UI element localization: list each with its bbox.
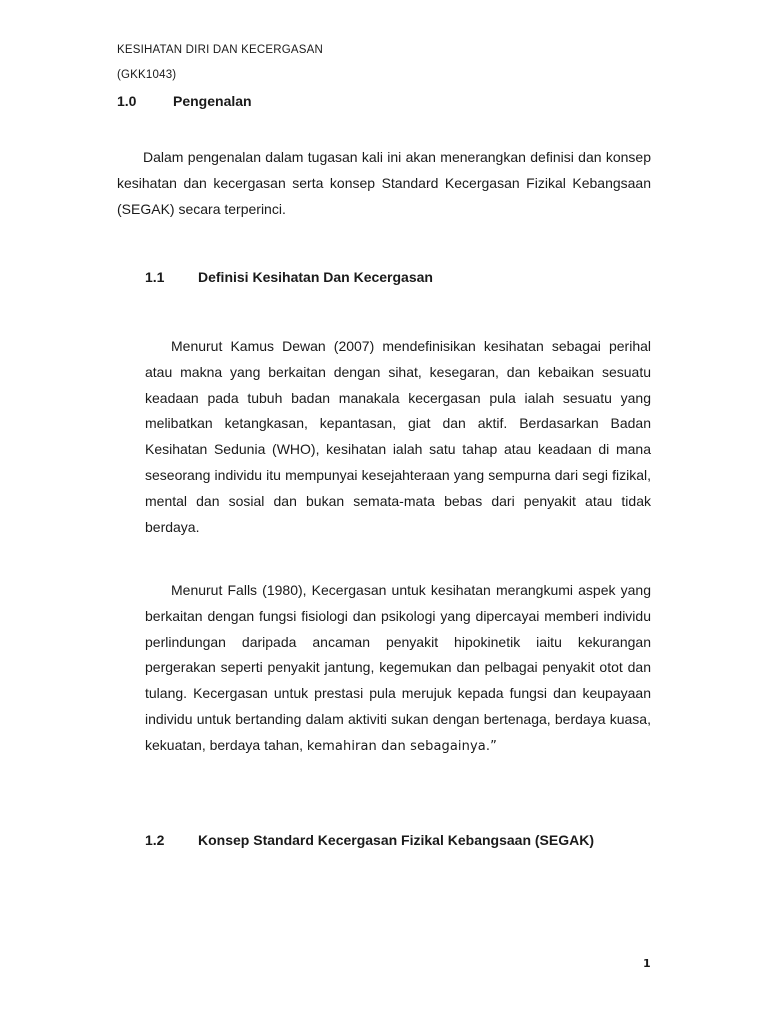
- paragraph-tail: kemahiran dan sebagainya.”: [306, 738, 497, 754]
- section-title: Definisi Kesihatan Dan Kecergasan: [198, 269, 433, 285]
- section-heading-1-2: [145, 832, 594, 848]
- section-heading-1-1: [145, 269, 433, 285]
- section-title: Pengenalan: [173, 93, 252, 109]
- page-number: 1: [643, 957, 651, 970]
- paragraph-body: Menurut Falls (1980), Kecergasan untuk kesihatan merangkumi aspek yang berkaitan dengan fungsi fisiologi dan psikologi yang dipercayai memberi individu perlindungan daripada ancaman penyakit hipokinetik iaitu kekurangan pergerakan seperti penyakit jantung, kegemukan dan pelbagai penyakit otot dan tulang. Kecergasan untuk prestasi pula merujuk kepada fungsi dan keupayaan individu untuk bertanding dalam aktiviti sukan dengan bertenaga, berdaya kuasa, kekuatan, berdaya tahan,: [145, 582, 651, 753]
- course-code: (GKK1043): [117, 69, 177, 81]
- course-title: KESIHATAN DIRI DAN KECERGASAN: [117, 44, 324, 56]
- section-number: 1.1: [145, 269, 165, 285]
- intro-paragraph: Dalam pengenalan dalam tugasan kali ini akan menerangkan definisi dan konsep kesihatan dan kecergasan serta konsep Standard Kecergasan Fizikal Kebangsaan (SEGAK) secara terperinci.: [117, 149, 651, 217]
- section-number: 1.2: [145, 832, 165, 848]
- section-number: 1.0: [117, 93, 137, 109]
- section-heading-1-0: [117, 93, 252, 109]
- definition-paragraph-2: [145, 578, 651, 760]
- definition-paragraph-1: Menurut Kamus Dewan (2007) mendefinisikan kesihatan sebagai perihal atau makna yang berkaitan dengan sihat, kesegaran, dan kebaikan sesuatu keadaan pada tubuh badan manakala kecergasan pula ialah sesuatu yang melibatkan ketangkasan, kepantasan, giat dan aktif. Berdasarkan Badan Kesihatan Sedunia (WHO), kesihatan ialah satu tahap atau keadaan di mana seseorang individu itu mempunyai kesejahteraan yang sempurna dari segi fizikal, mental dan sosial dan bukan semata-mata bebas dari penyakit atau tidak berdaya.: [145, 338, 651, 535]
- section-title: Konsep Standard Kecergasan Fizikal Kebangsaan (SEGAK): [198, 832, 594, 848]
